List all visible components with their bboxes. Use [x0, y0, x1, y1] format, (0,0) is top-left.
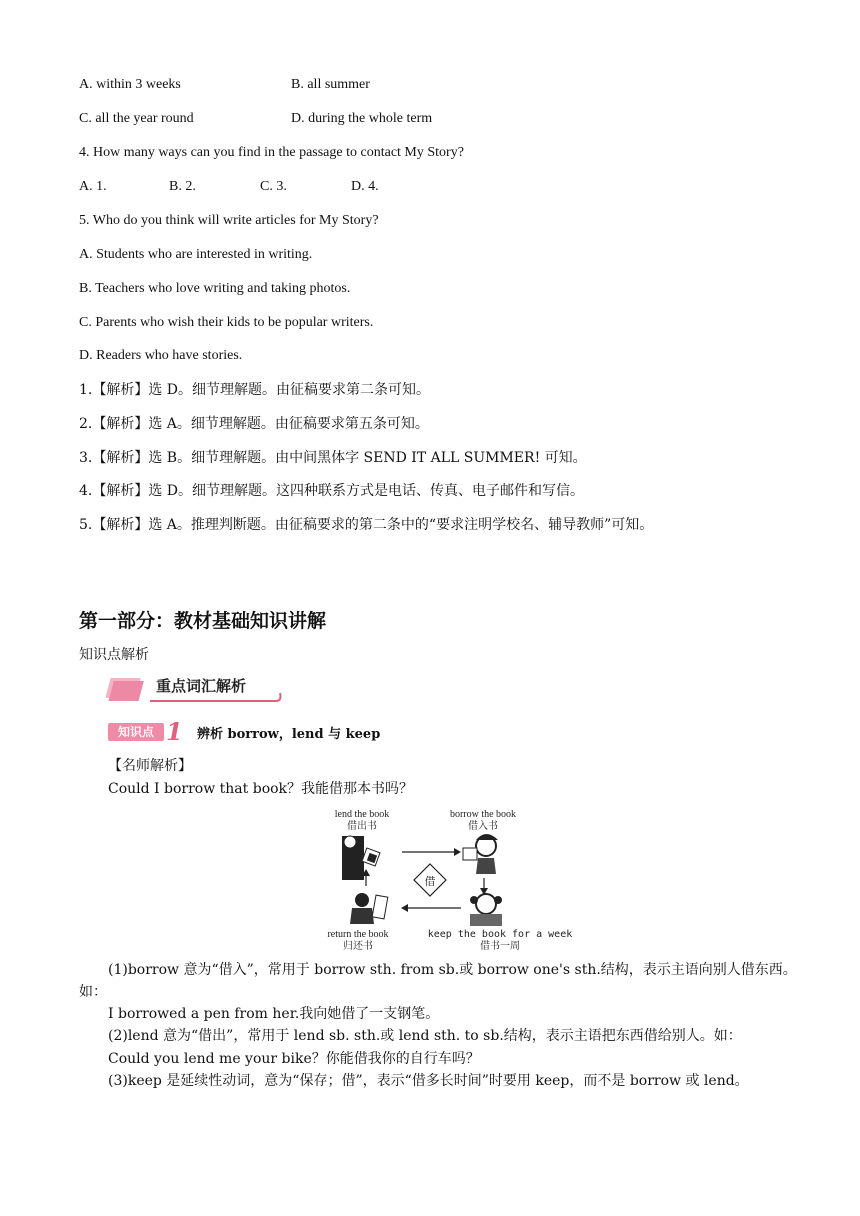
- answer-4: 4.【解析】选 D。细节理解题。这四种联系方式是电话、传真、电子邮件和写信。: [79, 483, 585, 499]
- vocab-banner: [106, 673, 282, 703]
- center-borrow-icon: [414, 864, 446, 896]
- answer-5: 5.【解析】选 A。推理判断题。由征稿要求的第二条中的“要求注明学校名、辅导教师”可知。: [79, 517, 654, 533]
- question-5: 5. Who do you think will write articles for My Story?: [79, 213, 379, 228]
- option-a: A. within 3 weeks: [79, 77, 181, 92]
- q4-option-a: A. 1.: [79, 179, 107, 194]
- kp-title: 辨析 borrow，lend 与 keep: [197, 727, 381, 742]
- keeper-illustration-icon: [470, 894, 502, 926]
- note-borrow-cont: 如：: [79, 984, 107, 1000]
- center-label: 借: [424, 875, 436, 888]
- borrower-illustration-icon: [463, 834, 498, 874]
- option-b: B. all summer: [291, 77, 370, 92]
- q5-option-a: A. Students who are interested in writing.: [79, 247, 313, 262]
- example-sentence: Could I borrow that book？我能借那本书吗？: [108, 781, 414, 797]
- q4-option-d: D. 4.: [351, 179, 379, 194]
- teacher-analysis-label: 【名师解析】: [108, 758, 192, 774]
- borrow-caption-zh: 借入书: [468, 821, 498, 832]
- note-borrow: (1)borrow 意为“借入”，常用于 borrow sth. from sb.或 borrow one's sth.结构，表示主语向别人借东西。: [108, 962, 797, 978]
- note-borrow-example: I borrowed a pen from her.我向她借了一支钢笔。: [108, 1006, 440, 1022]
- banner-title: 重点词汇解析: [156, 677, 247, 695]
- keep-caption-en: keep the book for a week: [427, 929, 573, 940]
- note-keep: (3)keep 是延续性动词，意为“保存；借”，表示“借多长时间”时要用 keep，而不是 borrow 或 lend。: [108, 1073, 749, 1089]
- returner-illustration-icon: [350, 893, 388, 924]
- section-subtitle: 知识点解析: [79, 647, 149, 663]
- note-lend: (2)lend 意为“借出”，常用于 lend sb. sth.或 lend sth. to sb.结构，表示主语把东西借给别人。如：: [108, 1028, 742, 1044]
- return-caption-en: return the book: [327, 929, 389, 940]
- answer-1: 1.【解析】选 D。细节理解题。由征稿要求第二条可知。: [79, 382, 431, 398]
- option-c: C. all the year round: [79, 111, 194, 126]
- answer-3: 3.【解析】选 B。细节理解题。由中间黑体字 SEND IT ALL SUMMER! 可知。: [79, 450, 587, 466]
- q5-option-d: D. Readers who have stories.: [79, 348, 243, 363]
- lend-caption-en: lend the book: [334, 809, 390, 820]
- borrow-caption-en: borrow the book: [449, 809, 517, 820]
- option-d: D. during the whole term: [291, 111, 433, 126]
- lender-illustration-icon: [342, 836, 380, 880]
- note-lend-example: Could you lend me your bike？你能借我你的自行车吗？: [108, 1051, 480, 1067]
- kp-label: 知识点: [108, 723, 164, 741]
- section-title: 第一部分：教材基础知识讲解: [79, 610, 327, 632]
- lend-caption-zh: 借出书: [347, 821, 377, 832]
- borrow-lend-diagram: [318, 806, 578, 956]
- return-caption-zh: 归还书: [343, 941, 373, 952]
- question-4: 4. How many ways can you find in the passage to contact My Story?: [79, 145, 464, 160]
- q5-option-b: B. Teachers who love writing and taking photos.: [79, 281, 351, 296]
- q4-option-b: B. 2.: [169, 179, 196, 194]
- answer-2: 2.【解析】选 A。细节理解题。由征稿要求第五条可知。: [79, 416, 429, 432]
- keep-caption-zh: 借书一周: [480, 941, 520, 952]
- kp-number: 1: [166, 717, 183, 746]
- q5-option-c: C. Parents who wish their kids to be popular writers.: [79, 315, 374, 330]
- q4-option-c: C. 3.: [260, 179, 287, 194]
